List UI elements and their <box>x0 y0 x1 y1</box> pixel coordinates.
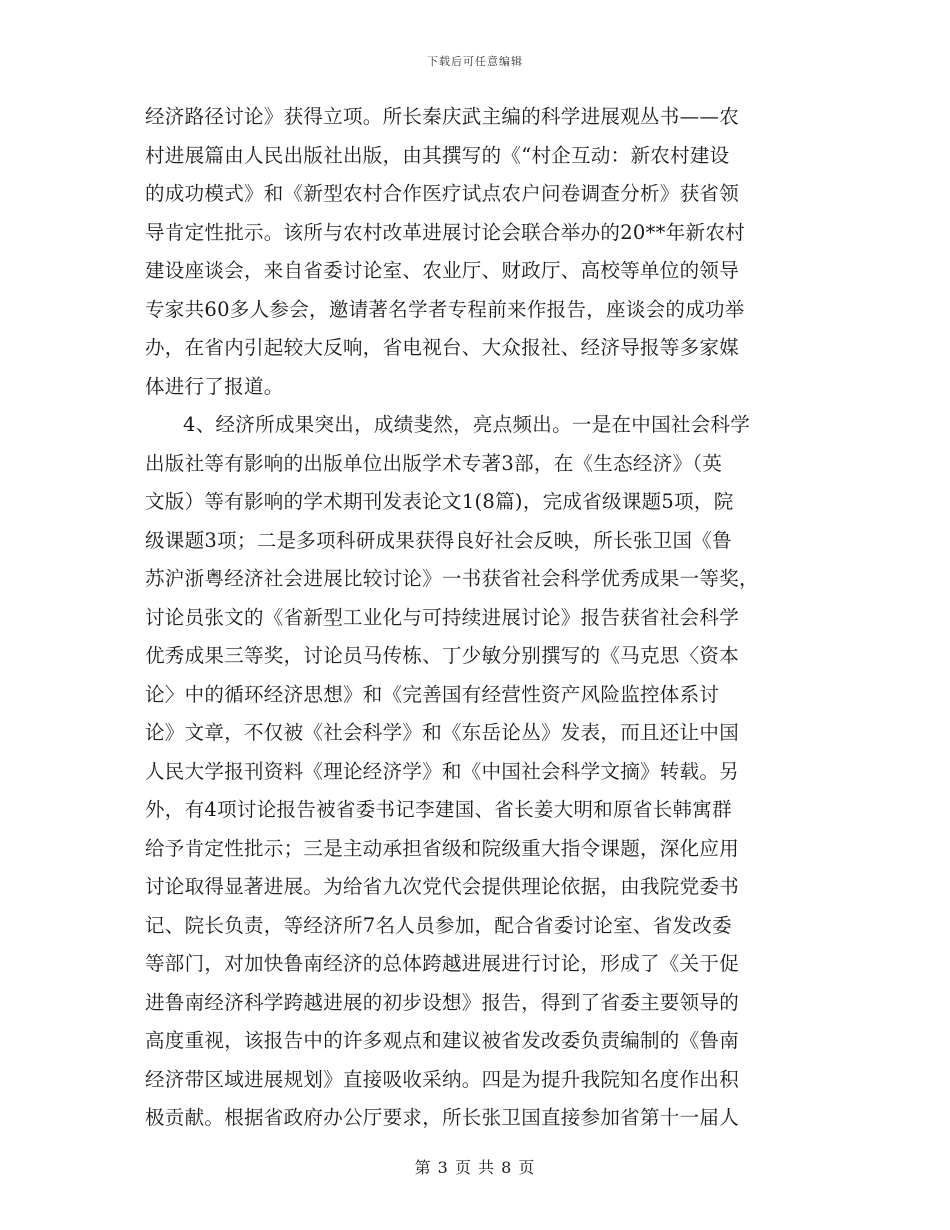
page-header: 下载后可任意编辑 <box>427 55 523 68</box>
text-line: 给予肯定性批示；三是主动承担省级和院级重大指令课题，深化应用 <box>145 836 740 860</box>
text-line: 文版）等有影响的学术期刊发表论文1(8篇)，完成省级课题5项，院 <box>145 490 734 513</box>
text-line: 等部门，对加快鲁南经济的总体跨越进展进行讨论，形成了《关于促 <box>145 952 740 975</box>
text-line: 论〉中的循环经济思想》和《完善国有经营性资产风险监控体系讨 <box>145 682 720 706</box>
text-line: 人民大学报刊资料《理论经济学》和《中国社会科学文摘》转载。另 <box>145 759 740 783</box>
text-line: 经济带区域进展规划》直接吸收采纳。四是为提升我院知名度作出积 <box>145 1067 740 1091</box>
text-line: 优秀成果三等奖，讨论员马传栋、丁少敏分别撰写的《马克思〈资本 <box>145 644 740 667</box>
text-line: 村进展篇由人民出版社出版，由其撰写的《“村企互动：新农村建设 <box>145 143 730 167</box>
text-line: 导肯定性批示。该所与农村改革进展讨论会联合举办的20**年新农村 <box>145 220 745 244</box>
text-line: 记、院长负责，等经济所7名人员参加，配合省委讨论室、省发改委 <box>145 913 732 937</box>
text-line: 苏沪浙粤经济社会进展比较讨论》一书获省社会科学优秀成果一等奖， <box>145 567 759 590</box>
text-line: 出版社等有影响的出版单位出版学术专著3部，在《生态经济》（英 <box>145 451 723 475</box>
text-line: 专家共60多人参会，邀请著名学者专程前来作报告，座谈会的成功举 <box>145 297 745 321</box>
text-line: 外，有4项讨论报告被省委书记李建国、省长姜大明和原省长韩寓群 <box>145 798 732 821</box>
text-line: 高度重视，该报告中的许多观点和建议被省发改委负责编制的《鲁南 <box>145 1029 740 1052</box>
text-line: 体进行了报道。 <box>145 374 284 398</box>
page-number: 第 3 页 共 8 页 <box>414 1158 536 1177</box>
text-line: 办，在省内引起较大反响，省电视台、大众报社、经济导报等多家媒 <box>145 336 740 359</box>
paragraph-2 <box>145 406 805 1138</box>
paragraph-1 <box>145 98 805 406</box>
text-line: 的成功模式》和《新型农村合作医疗试点农户问卷调查分析》获省领 <box>145 182 740 205</box>
text-line: 经济路径讨论》获得立项。所长秦庆武主编的科学进展观丛书——农 <box>145 105 740 128</box>
text-line: 进鲁南经济科学跨越进展的初步设想》报告，得到了省委主要领导的 <box>145 990 740 1014</box>
text-line: 4、经济所成果突出，成绩斐然，亮点频出。一是在中国社会科学 <box>183 413 751 436</box>
text-line: 讨论取得显著进展。为给省九次党代会提供理论依据，由我院党委书 <box>145 875 740 898</box>
text-line: 讨论员张文的《省新型工业化与可持续进展讨论》报告获省社会科学 <box>145 605 740 629</box>
text-line: 建设座谈会，来自省委讨论室、农业厅、财政厅、高校等单位的领导 <box>145 259 740 282</box>
text-line: 论》文章，不仅被《社会科学》和《东岳论丛》发表，而且还让中国 <box>145 721 740 744</box>
text-line: 级课题3项；二是多项科研成果获得良好社会反映，所长张卫国《鲁 <box>145 528 732 552</box>
text-line: 极贡献。根据省政府办公厅要求，所长张卫国直接参加省第十一届人 <box>145 1106 740 1129</box>
body-text <box>145 98 805 1138</box>
